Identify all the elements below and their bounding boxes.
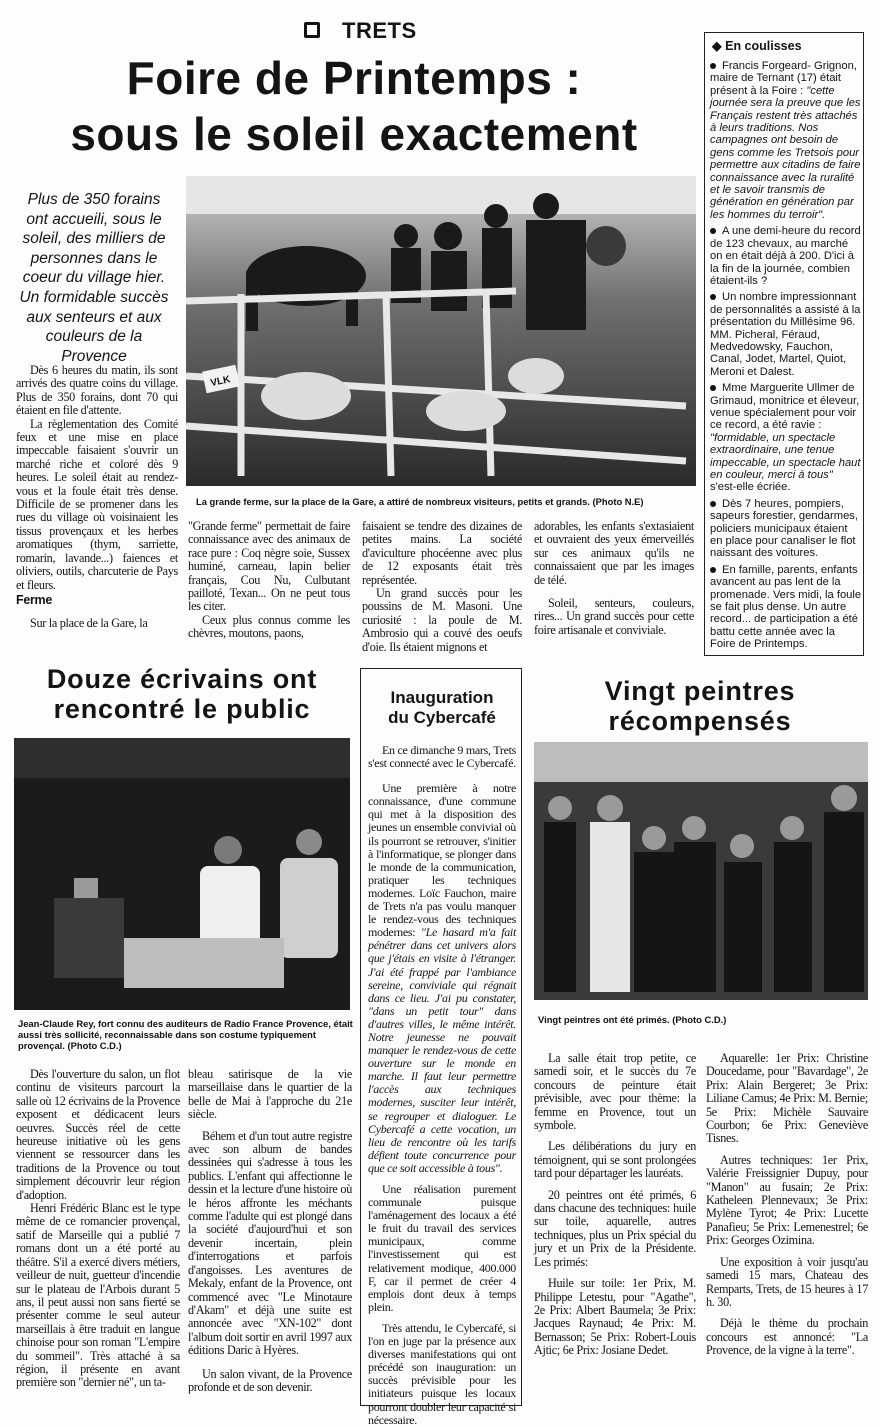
painters-col-2: Aquarelle: 1er Prix: Christine Doucedame, pour "Bavardage", 2e Prix: Alain Bergeret; 3e Prix: Liliane Camus; 4e Prix: M. Bernie; 5e Prix: Michèle Sauvaire Courbon; 6e Prix: Geneviève Tisnes. Autres techniques: 1er Prix, Valérie Freissignier Dupuy, pour "Manon" au fusain; 2e Prix: Katheleen Plennevaux; 3e Prix: Mylène Tyrot; 4e Prix: Lucette Panafieu; 5e Prix: Lemenestrel; 6e Prix: Georges Ozimina. Une exposition à voir jusqu'au samedi 15 mars, Chateau des Remparts, Trets, de 15 heures à 17 h. 30. Déjà le thème du prochain concours est annoncé: "La Provence, de la vigne à la terre". xyxy=(706,1051,868,1358)
writers-photo xyxy=(14,738,350,1010)
main-col-1 xyxy=(16,364,178,631)
main-col-3 xyxy=(362,520,522,654)
sidebar-items xyxy=(710,60,862,655)
sidebar-title: En coulisses xyxy=(725,39,802,53)
main-col4-p2: Soleil, senteurs, couleurs, rires... Un grand succès pour cette foire artisanale et conviviale. xyxy=(534,596,694,637)
writers-col-2: bleau satirisque de la vie marseillaise dans le quartier de la belle de Mai à l'approche du 21e siècle. Béhem et d'un tout autre registre avec son album de bandes dessinées qui s'adresse à tous les publics. L'enfant qui affectionne le dessin et la lecture d'une histoire où le héros affronte les méchants comme l'adulte qui est plongé dans la société d'aujourd'hui et son devenir incertain, plein d'interrogations et parfois d'angoisses. Les aventures de Mekaly, enfant de la Provence, ont commencé avec "Le Minotaure d'Akam" et déjà une suite est annoncée avec "XN-102" dont l'album doit sortir en avril 1997 aux éditions Daric à Hyères. Un salon vivant, de la Provence profonde et de son devenir. xyxy=(188,1067,352,1394)
main-title-line1: Foire de Printemps : xyxy=(126,52,582,104)
section-label: TRETS xyxy=(342,18,417,43)
painters-photo xyxy=(534,742,868,1000)
main-title-line2: sous le soleil exactement xyxy=(70,108,638,160)
cyber-body: En ce dimanche 9 mars, Trets s'est connecté avec le Cybercafé. Une première à notre connaissance, d'une commune qui met à la disposition des jeunes un ensemble convivial où ils pourront se retrouver, s'initier à l'informatique, se plonger dans le monde de la communication, pratiquer les techniques modernes. Loïc Fauchon, maire de Trets n'a pas voulu manquer le rendez-vous des techniques modernes: "Le hasard m'a fait pénétrer dans cet univers alors que j'étais en visite à l'étranger. J'ai été frappé par l'ambiance sereine, conviviale qui régnait dans ce lieu. J'ai pu constater, "dans un petit tour" dans d'autres villes, le même intérêt. Notre jeunesse ne pouvait manquer le rendez-vous de cette ouverture sur le monde en marche. Il faut leur permettre l'accès aux techniques modernes, susciter leur intérêt, se regrouper et dialoguer. Le Cybercafé a cette vocation, un lieu de rencontre où les tarifs défient toute concurrence pour que ce soit accessible à tous". Une réalisation purement communale puisque l'aménagement des locaux a été le fruit du travail des services municipaux, comme l'investissement qui est relativement modique, 400.000 F, car il permet de créer 4 emplois dont deux à temps plein. Très attendu, le Cybercafé, si l'on en juge par la présence aux diverses manifestations qui ont précédé son inauguration: un succès prévisible pour les initiateurs puisque les locaux pourront doubler leur capacité si nécessaire. xyxy=(368,743,516,1427)
sidebar-item: Dès 7 heures, pompiers, sapeurs forestier, gendarmes, policiers municipaux étaient en place pour canaliser le flot naissant des voitures. xyxy=(710,497,858,560)
painters-col-1: La salle était trop petite, ce samedi soir, et le succès du 7e concours de peinture était prévisible, avec pour thème: la femme en Provence, tout un symbole. Les délibérations du jury en témoignent, qui se sont prolongées tard pour départager les lauréats. 20 peintres ont été primés, 6 dans chacune des techniques: huile sur toile, aquarelle, autres techniques, plus un Prix spécial du jury et un Prix de la Présidente. Les primés: Huile sur toile: 1er Prix, M. Philippe Letestu, pour "Agathe", 2e Prix: Albert Baumela; 3e Prix: Jacques Raynaud; 4e Prix: M. Bernasson; 5e Prix: Robert-Louis Ajtic; 6e Prix: Josiane Dedet. xyxy=(534,1051,696,1358)
section-header xyxy=(300,18,440,46)
sidebar-item: En famille, parents, enfants avancent au pas lent de la promenade. Vers midi, la foule se fait plus dense. Un autre record... de participation a été battu cette année avec la Foire de Printemps. xyxy=(710,563,862,651)
main-photo-caption: La grande ferme, sur la place de la Gare, a attiré de nombreux visiteurs, petits et grands. (Photo N.E) xyxy=(196,496,644,507)
main-col1-subhead: Ferme xyxy=(16,592,53,607)
bullet-icon xyxy=(710,228,716,234)
checkbox-square-icon xyxy=(304,22,320,38)
bullet-icon xyxy=(710,294,716,300)
painters-photo-caption: Vingt peintres ont été primés. (Photo C.D.) xyxy=(538,1014,727,1025)
sidebar-item: Un nombre impressionnant de personnalités a assisté à la présentation du Millésime 96. MM. Picheral, Féraud, Medvedowsky, Fauchon, Canal, Jodet, Martel, Quiot, Meroni et Dalest. xyxy=(710,291,861,378)
sidebar-item: Mme Marguerite Ullmer de Grimaud, monitrice et éleveur, venue spécialement pour voir ce record, a été ravie : "formidable, un spectacle extraordinaire, une tenue impeccable, un spectacle haut en couleur, merci à tous" s'est-elle écriée. xyxy=(710,382,861,494)
bullet-icon xyxy=(710,567,716,573)
writers-title: Douze écrivains ont rencontré le public xyxy=(46,664,318,724)
bullet-icon xyxy=(710,385,716,391)
main-col-4 xyxy=(534,520,694,637)
main-photo-farm xyxy=(186,176,696,486)
photo-sign-text: VLK xyxy=(209,374,232,390)
main-col2-p1: "Grande ferme" permettait de faire connaissance avec des animaux de race pure : Coq nègre soie, Sussex huminé, carneau, lapin belier français, Cou Nu, Culbutant pailloté, Texan... On ne peut tous les citer. xyxy=(188,519,350,614)
main-col-2 xyxy=(188,520,350,641)
main-title xyxy=(14,50,694,162)
sidebar-item: A une demi-heure du record de 123 chevaux, au marché on en était déjà à 200. D'ici à la fin de la journée, combien étaient-ils ? xyxy=(710,225,861,287)
bullet-icon xyxy=(710,63,716,69)
main-col1-p3: Sur la place de la Gare, la xyxy=(30,616,148,631)
cyber-title: Inauguration du Cybercafé xyxy=(388,688,496,727)
sidebar-item: Francis Forgeard- Grignon, maire de Ternant (17) était présent à la Foire : "cette journée sera la preuve que les Français restent très attachés à leurs traditions. Nos campagnes ont besoin de gens comme les Tretsois pour permettre aux citadins de faire connaissance avec la ruralité et le savoir transmis de génération en génération par les hommes du terroir". xyxy=(710,60,861,221)
main-col3-p2: Un grand succès pour les poussins de M. Masoni. Une curiosité : la poule de M. Ambrosio qui a couvé des oeufs d'oie. Ils étaient mignons et xyxy=(362,586,522,654)
main-col3-p1: faisaient se tendre des dizaines de petites mains. La société d'aviculture phocéenne avec plus de 12 exposants était très représentée. xyxy=(362,519,522,587)
writers-col-1: Dès l'ouverture du salon, un flot continu de visiteurs parcourt la salle où 12 écrivains de la Provence exposent et dédicacent leurs oeuvres. Succès réel de cette heureuse initiative où les gens viennent se ressourcer dans les traditions de la Provence ou tout simplement découvrir leur région d'adoption. Henri Frédéric Blanc est le type même de ce romancier provençal, satif de Marseille qui a publié 7 romans dont un a été porté au théâtre. S'il a exercé divers métiers, veilleur de nuit, guetteur d'incendie sur le plateau de l'Arbois durant 5 ans, il peut aussi non sans fierté se présenter comme le seul auteur marseillais à être traduit en langue chinoise pour son roman "L'empire du sommeil". Très attaché à sa région, il présente en avant première son "dernier né", un ta- xyxy=(16,1067,180,1390)
diamond-icon: ◆ xyxy=(712,39,722,53)
main-col4-p1: adorables, les enfants s'extasiaient et ouvraient des yeux émerveillés sur ces animaux qu'ils ne connaissaient que par les images de télé. xyxy=(534,519,694,587)
writers-photo-caption: Jean-Claude Rey, fort connu des auditeurs de Radio France Provence, était aussi très sollicité, reconnaissable dans son costume typiquement provençal. (Photo C.D.) xyxy=(18,1018,353,1051)
main-col1-p1: Dès 6 heures du matin, ils sont arrivés des quatre coins du village. Plus de 350 forains, dont 70 qui étaient en file d'attente. xyxy=(16,363,178,418)
main-lead: Plus de 350 forains ont accueili, sous le soleil, des milliers de personnes dans le coeur du village hier. Un formidable succès aux senteurs et aux couleurs de la Provence xyxy=(19,191,169,365)
bullet-icon xyxy=(710,501,716,507)
sidebar-header xyxy=(712,38,862,53)
main-col1-p2: La règlementation des Comité feux et une mise en place impeccable faisaient s'ouvrir un marché riche et coloré dès 9 heures. Le soleil était au rendez-vous et la foule était très dense. Difficile de se promener dans les rues du village où voisinaient les tissus provençaux et les herbes aromatiques (thym, sarriette, romarin, lavande...) faiences et oliviers, outils, charcuterie de Pays et fleurs. xyxy=(16,416,178,592)
main-col2-p2: Ceux plus connus comme les chèvres, moutons, paons, xyxy=(188,612,350,641)
painters-title: Vingt peintres récompensés xyxy=(604,676,796,736)
